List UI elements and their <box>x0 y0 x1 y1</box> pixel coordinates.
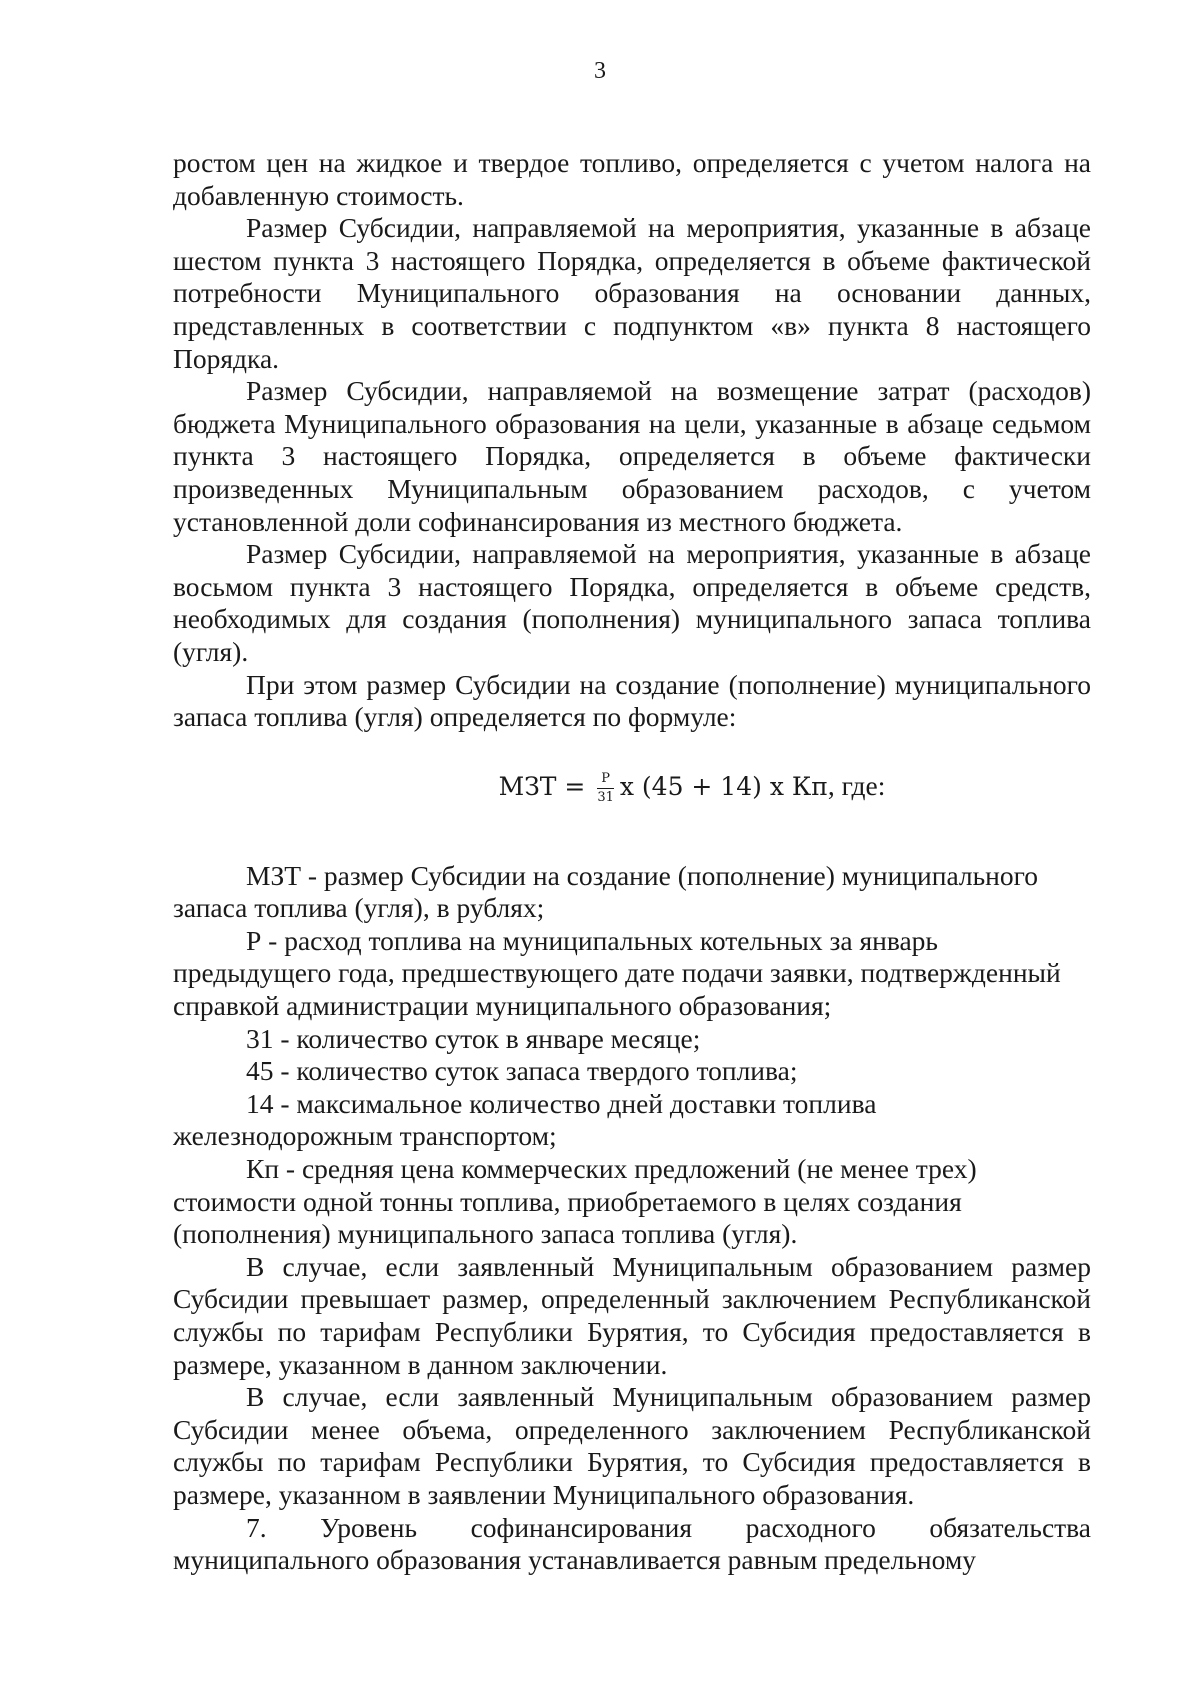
formula-block <box>173 752 1091 822</box>
paragraph-exceeds-case: В случае, если заявленный Муниципальным образованием размер Субсидии превышает размер, определенный заключением Республиканской службы по тарифам Республики Бурятия, то Субсидия предоставляется в размере, указанном в данном заключении. <box>173 1250 1091 1380</box>
definition-mzt: МЗТ - размер Субсидии на создание (пополнение) муниципального запаса топлива (угля), в рублях; <box>173 859 1038 924</box>
formula-fraction <box>597 772 614 805</box>
formula-numerator: Р <box>597 772 614 789</box>
paragraph-subsidy-sixth: Размер Субсидии, направляемой на мероприятия, указанные в абзаце шестом пункта 3 настоящего Порядка, определяется в объеме фактической потребности Муниципального образования на основании данных, представленных в соответствии с подпунктом «в» пункта 8 настоящего Порядка. <box>173 212 1091 374</box>
definition-45: 45 - количество суток запаса твердого топлива; <box>246 1055 798 1087</box>
formula-lhs: МЗТ = <box>498 771 594 801</box>
paragraph-subsidy-seventh: Размер Субсидии, направляемой на возмещение затрат (расходов) бюджета Муниципального образования на цели, указанные в абзаце седьмом пункта 3 настоящего Порядка, определяется в объеме фактически произведенных Муниципальным образованием расходов, с учетом установленной доли софинансирования из местного бюджета. <box>173 375 1091 537</box>
formula-middle: x (45 + 14) x Кп <box>619 771 828 801</box>
formula-denominator: 31 <box>597 789 614 805</box>
definition-kp: Кп - средняя цена коммерческих предложений (не менее трех) стоимости одной тонны топлива, приобретаемого в целях создания (пополнения) муниципального запаса топлива (угля). <box>173 1153 977 1250</box>
paragraph-formula-intro: При этом размер Субсидии на создание (пополнение) муниципального запаса топлива (угля) определяется по формуле: <box>173 668 1091 733</box>
definition-31: 31 - количество суток в январе месяце; <box>246 1022 701 1054</box>
document-body <box>173 147 1091 1577</box>
definition-14: 14 - максимальное количество дней доставки топлива железнодорожным транспортом; <box>173 1087 877 1152</box>
definition-p: Р - расход топлива на муниципальных котельных за январь предыдущего года, предшествующего дате подачи заявки, подтвержденный справкой администрации муниципального образования; <box>173 924 1061 1022</box>
paragraph-less-case: В случае, если заявленный Муниципальным образованием размер Субсидии менее объема, определенного заключением Республиканской службы по тарифам Республики Бурятия, то Субсидия предоставляется в размере, указанном в заявлении Муниципального образования. <box>173 1381 1091 1510</box>
page-number: 3 <box>594 58 606 84</box>
paragraph-cofinancing-7: 7. Уровень софинансирования расходного обязательства муниципального образования устанавливается равным предельному <box>173 1511 1091 1576</box>
formula <box>499 766 886 807</box>
formula-tail: , где: <box>827 769 886 801</box>
paragraph-continuation: ростом цен на жидкое и твердое топливо, определяется с учетом налога на добавленную стоимость. <box>173 147 1091 211</box>
paragraph-subsidy-eighth: Размер Субсидии, направляемой на мероприятия, указанные в абзаце восьмом пункта 3 настоящего Порядка, определяется в объеме средств, необходимых для создания (пополнения) муниципального запаса топлива (угля). <box>173 538 1091 667</box>
